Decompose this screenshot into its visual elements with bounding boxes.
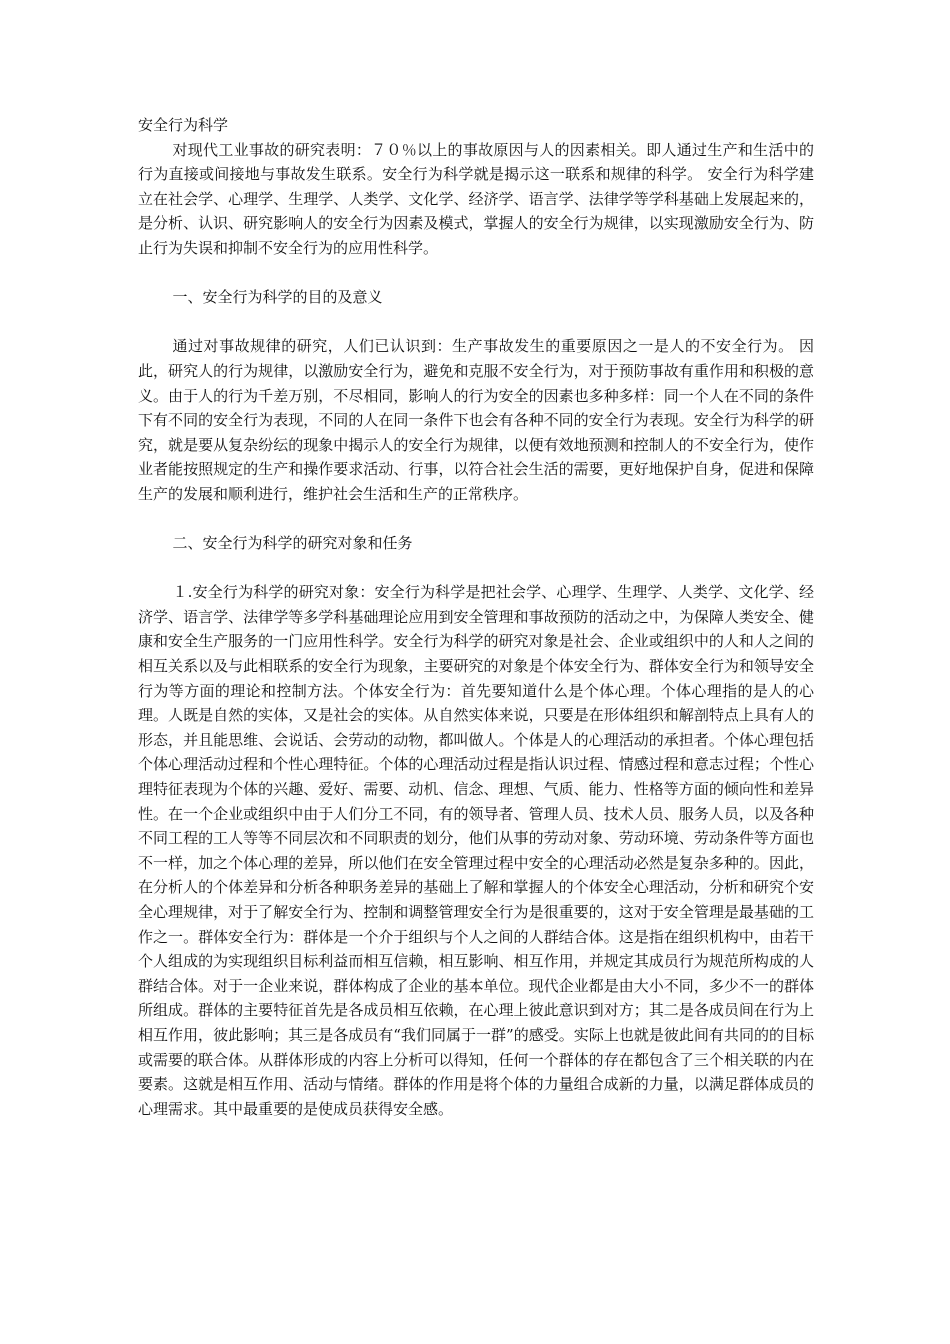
document-page xyxy=(138,113,814,1121)
spacer xyxy=(138,556,814,581)
section-2-heading: 二、安全行为科学的研究对象和任务 xyxy=(172,534,413,553)
intro-paragraph: 对现代工业事故的研究表明：７０％以上的事故原因与人的因素相关。即人通过生产和生活中的行为直接或间接地与事故发生联系。安全行为科学就是揭示这一联系和规律的科学。 安全行为科学建立在社会学、心理学、生理学、人类学、文化学、经济学、语言学、法律学等学科基础上发展起来的，是分析、认识、研究影响人的安全行为因素及模式，掌握人的安全行为规律，以实现激励安全行为、防止行为失误和抑制不安全行为的应用性科学。 xyxy=(138,140,814,257)
spacer xyxy=(138,310,814,335)
section-1-paragraph: 通过对事故规律的研究，人们已认识到：生产事故发生的重要原因之一是人的不安全行为。 因此，研究人的行为规律，以激励安全行为，避免和克服不安全行为，对于预防事故有重作用和积极的意义。由于人的行为千差万别，不尽相同，影响人的行为安全的因素也多种多样：同一个人在不同的条件下有不同的安全行为表现，不同的人在同一条件下也会有各种不同的安全行为表现。安全行为科学的研究，就是要从复杂纷纭的现象中揭示人的安全行为规律，以便有效地预测和控制人的不安全行为，使作业者能按照规定的生产和操作要求活动、行事，以符合社会生活的需要，更好地保护自身，促进和保障生产的发展和顺利进行，维护社会生活和生产的正常秩序。 xyxy=(138,337,814,503)
document-title: 安全行为科学 xyxy=(138,116,229,134)
section-1-heading: 一、安全行为科学的目的及意义 xyxy=(172,288,383,307)
section-2-paragraph: １.安全行为科学的研究对象：安全行为科学是把社会学、心理学、生理学、人类学、文化学、经济学、语言学、法律学等多学科基础理论应用到安全管理和事故预防的活动之中，为保障人类安全、健康和安全生产服务的一门应用性科学。安全行为科学的研究对象是社会、企业或组织中的人和人之间的相互关系以及与此相联系的安全行为现象，主要研究的对象是个体安全行为、群体安全行为和领导安全行为等方面的理论和控制方法。个体安全行为：首先要知道什么是个体心理。个体心理指的是人的心理。人既是自然的实体，又是社会的实体。从自然实体来说，只要是在形体组织和解剖特点上具有人的形态，并且能思维、会说话、会劳动的动物，都叫做人。个体是人的心理活动的承担者。个体心理包括个体心理活动过程和个性心理特征。个体的心理活动过程是指认识过程、情感过程和意志过程；个性心理特征表现为个体的兴趣、爱好、需要、动机、信念、理想、气质、能力、性格等方面的倾向性和差异性。在一个企业或组织中由于人们分工不同，有的领导者、管理人员、技术人员、服务人员，以及各种不同工程的工人等等不同层次和不同职责的划分，他们从事的劳动对象、劳动环境、劳动条件等方面也不一样，加之个体心理的差异，所以他们在安全管理过程中安全的心理活动必然是复杂多种的。因此，在分析人的个体差异和分析各种职务差异的基础上了解和掌握人的个体安全心理活动，分析和研究个安全心理规律，对于了解安全行为、控制和调整管理安全行为是很重要的，这对于安全管理是最基础的工作之一。群体安全行为：群体是一个介于组织与个人之间的人群结合体。这是指在组织机构中，由若干个人组成的为实现组织目标利益而相互信赖，相互影响、相互作用，并规定其成员行为规范所构成的人群结合体。对于一企业来说，群体构成了企业的基本单位。现代企业都是由大小不同，多少不一的群体所组成。群体的主要特征首先是各成员相互依赖，在心理上彼此意识到对方；其二是各成员间在行为上相互作用，彼此影响；其三是各成员有“我们同属于一群”的感受。实际上也就是彼此间有共同的的目标或需要的联合体。从群体形成的内容上分析可以得知，任何一个群体的存在都包含了三个相关联的内在要素。这就是相互作用、活动与情绪。群体的作用是将个体的力量组合成新的力量，以满足群体成员的心理需求。其中最重要的是使成员获得安全感。 xyxy=(138,583,814,1118)
spacer xyxy=(138,507,814,532)
spacer xyxy=(138,261,814,286)
